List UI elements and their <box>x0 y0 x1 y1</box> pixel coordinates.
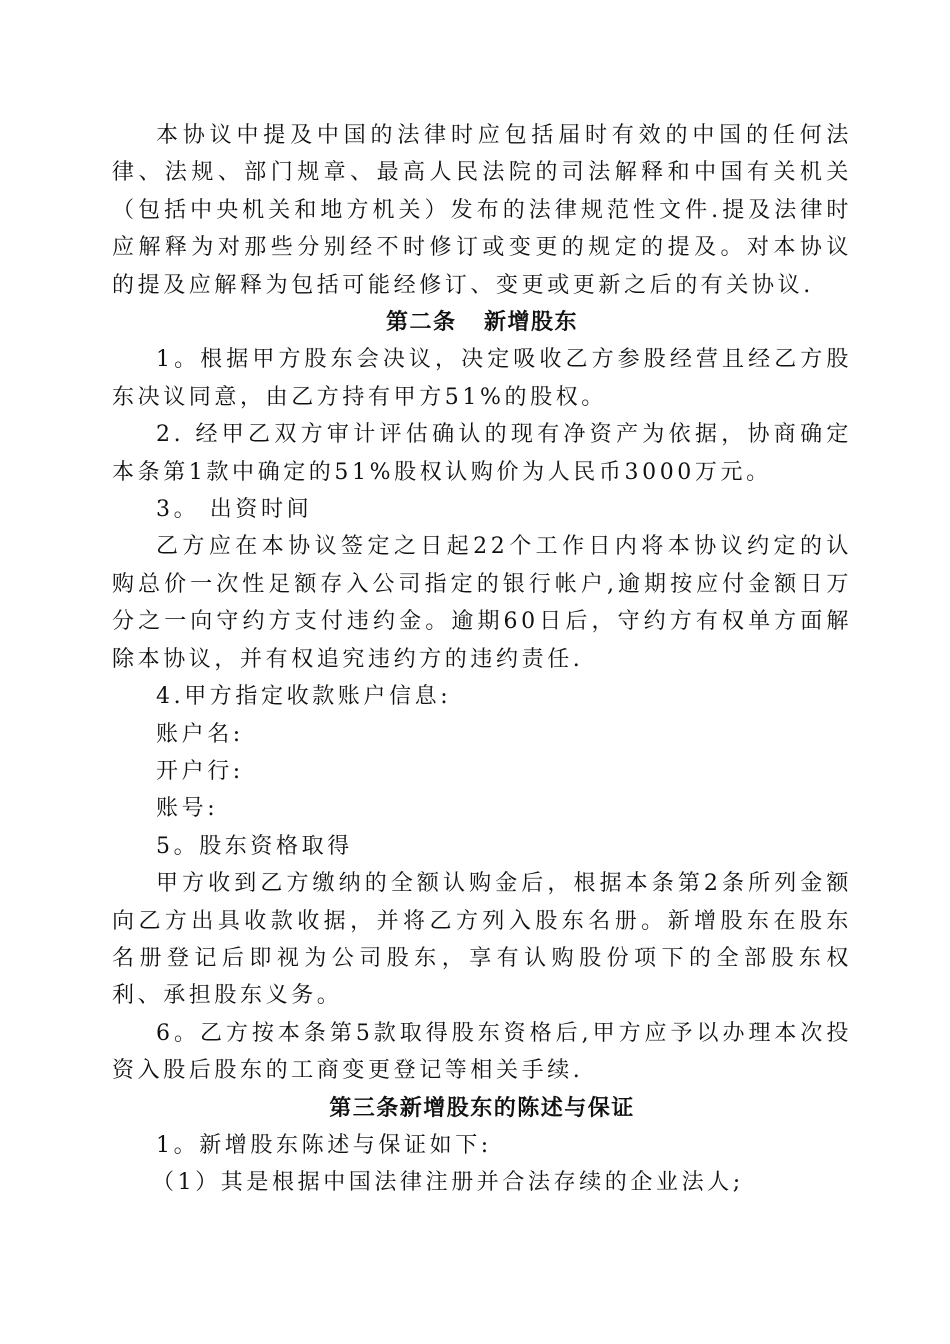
article-2-item-2: 2. 经甲乙双方审计评估确认的现有净资产为依据，协商确定本条第1款中确定的51%股权认购价为人民币3000万元。 <box>112 422 852 485</box>
article-2-item-3-title: 3。 出资时间 <box>156 497 313 523</box>
article-3-item-1-title: 1。新增股东陈述与保证如下: <box>156 1132 492 1158</box>
article-2-item-6: 6。乙方按本条第5款取得股东资格后,甲方应予以办理本次投资入股后股东的工商变更登记等相关手续. <box>112 1020 852 1084</box>
article-3-item-1-sub-1: （1）其是根据中国法律注册并合法存续的企业法人; <box>152 1170 744 1196</box>
article-2-item-1: 1。根据甲方股东会决议，决定吸收乙方参股经营且经乙方股东决议同意，由乙方持有甲方51%的股权。 <box>112 347 852 410</box>
article-2-item-3-body: 乙方应在本协议签定之日起22个工作日内将本协议约定的认购总价一次性足额存入公司指定的银行帐户,逾期按应付金额日万分之一向守约方支付违约金。逾期60日后，守约方有权单方面解除本协议，并有权追究违约方的违约责任. <box>112 534 852 672</box>
article-2-item-5-title: 5。股东资格取得 <box>156 833 353 859</box>
account-name-field: 账户名: <box>156 721 244 747</box>
document-body <box>112 117 852 1202</box>
bank-field: 开户行: <box>156 758 244 784</box>
article-3-heading: 第三条新增股东的陈述与保证 <box>329 1094 635 1121</box>
article-2-heading: 第二条 新增股东 <box>386 309 578 336</box>
account-number-field: 账号: <box>156 796 219 822</box>
article-2-item-5-body: 甲方收到乙方缴纳的全额认购金后，根据本条第2条所列金额向乙方出具收款收据，并将乙方列入股东名册。新增股东在股东名册登记后即视为公司股东，享有认购股份项下的全部股东权利、承担股东义务。 <box>112 871 852 1009</box>
paragraph-definitions: 本协议中提及中国的法律时应包括届时有效的中国的任何法律、法规、部门规章、最高人民法院的司法解释和中国有关机关（包括中央机关和地方机关）发布的法律规范性文件.提及法律时应解释为对那些分别经不时修订或变更的规定的提及。对本协议的提及应解释为包括可能经修订、变更或更新之后的有关协议. <box>112 123 852 298</box>
article-2-item-4-title: 4.甲方指定收款账户信息: <box>156 684 452 710</box>
